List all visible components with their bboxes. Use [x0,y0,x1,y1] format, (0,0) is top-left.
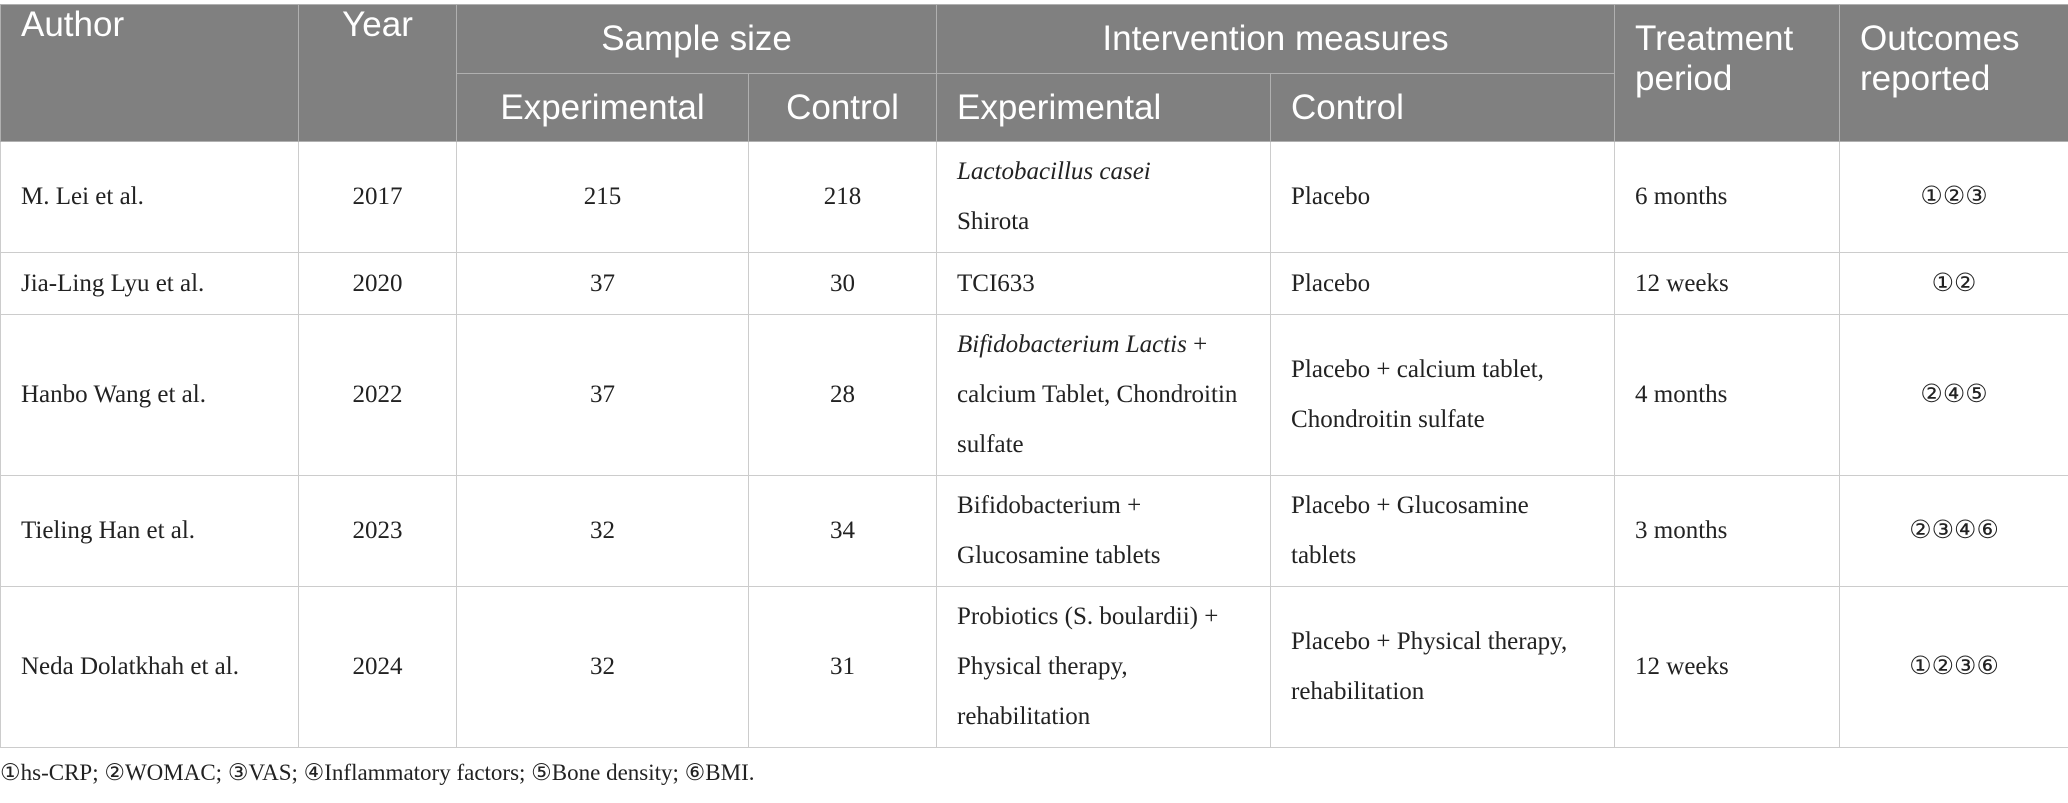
studies-table [0,4,2068,748]
header-outcomes-line2: reported [1860,59,1991,98]
cell-experimental-n: 32 [457,476,749,587]
cell-control-n: 34 [749,476,937,587]
cell-year: 2022 [299,315,457,476]
cell-year: 2024 [299,587,457,748]
cell-experimental-n: 37 [457,253,749,315]
cell-experimental-n: 32 [457,587,749,748]
table-header [1,5,2068,142]
cell-control-n: 218 [749,142,937,253]
cell-author: Neda Dolatkhah et al. [1,587,299,748]
subheader-intervention-control: Control [1271,74,1615,142]
cell-year: 2023 [299,476,457,587]
cell-treatment-period: 12 weeks [1615,587,1840,748]
table-row [1,587,2068,748]
cell-outcomes: ①② [1840,253,2068,315]
header-year: Year [299,5,457,142]
table-row [1,315,2068,476]
cell-year: 2020 [299,253,457,315]
cell-experimental-intervention [937,315,1271,476]
cell-outcomes: ①②③⑥ [1840,587,2068,748]
cell-treatment-period: 6 months [1615,142,1840,253]
cell-control-intervention: Placebo [1271,142,1615,253]
cell-control-intervention: Placebo [1271,253,1615,315]
subheader-sample-control: Control [749,74,937,142]
intervention-text: Shirota [957,208,1030,235]
cell-treatment-period: 12 weeks [1615,253,1840,315]
cell-outcomes: ②④⑤ [1840,315,2068,476]
cell-outcomes: ①②③ [1840,142,2068,253]
cell-experimental-intervention: TCI633 [937,253,1271,315]
header-treatment-line1: Treatment [1635,19,1794,58]
cell-outcomes: ②③④⑥ [1840,476,2068,587]
cell-experimental-n: 215 [457,142,749,253]
subheader-sample-experimental: Experimental [457,74,749,142]
cell-experimental-n: 37 [457,315,749,476]
table-footnote: ①hs-CRP; ②WOMAC; ③VAS; ④Inflammatory factors; ⑤Bone density; ⑥BMI. [0,760,755,785]
cell-author: Jia-Ling Lyu et al. [1,253,299,315]
cell-experimental-intervention: Probiotics (S. boulardii) + Physical therapy, rehabilitation [937,587,1271,748]
species-name: Lactobacillus casei [957,158,1151,185]
cell-control-intervention: Placebo + calcium tablet, Chondroitin sulfate [1271,315,1615,476]
cell-year: 2017 [299,142,457,253]
header-sample-size: Sample size [457,5,937,74]
header-author: Author [1,5,299,142]
header-intervention-measures: Intervention measures [937,5,1615,74]
cell-treatment-period: 3 months [1615,476,1840,587]
table-row [1,253,2068,315]
subheader-intervention-experimental: Experimental [937,74,1271,142]
cell-control-intervention: Placebo + Glucosamine tablets [1271,476,1615,587]
species-name: Bifidobacterium Lactis [957,331,1187,358]
table-container [0,4,2068,748]
table-row [1,476,2068,587]
cell-experimental-intervention [937,142,1271,253]
cell-control-n: 30 [749,253,937,315]
header-treatment-line2: period [1635,59,1733,98]
cell-treatment-period: 4 months [1615,315,1840,476]
header-treatment-period [1615,5,1840,142]
cell-experimental-intervention: Bifidobacterium + Glucosamine tablets [937,476,1271,587]
cell-control-intervention: Placebo + Physical therapy, rehabilitation [1271,587,1615,748]
intervention-text: + calcium Tablet, Chondroitin sulfate [957,331,1238,458]
table-row [1,142,2068,253]
cell-author: M. Lei et al. [1,142,299,253]
cell-control-n: 28 [749,315,937,476]
header-outcomes-line1: Outcomes [1860,19,2020,58]
header-outcomes-reported [1840,5,2068,142]
cell-control-n: 31 [749,587,937,748]
table-body [1,142,2068,748]
cell-author: Hanbo Wang et al. [1,315,299,476]
cell-author: Tieling Han et al. [1,476,299,587]
